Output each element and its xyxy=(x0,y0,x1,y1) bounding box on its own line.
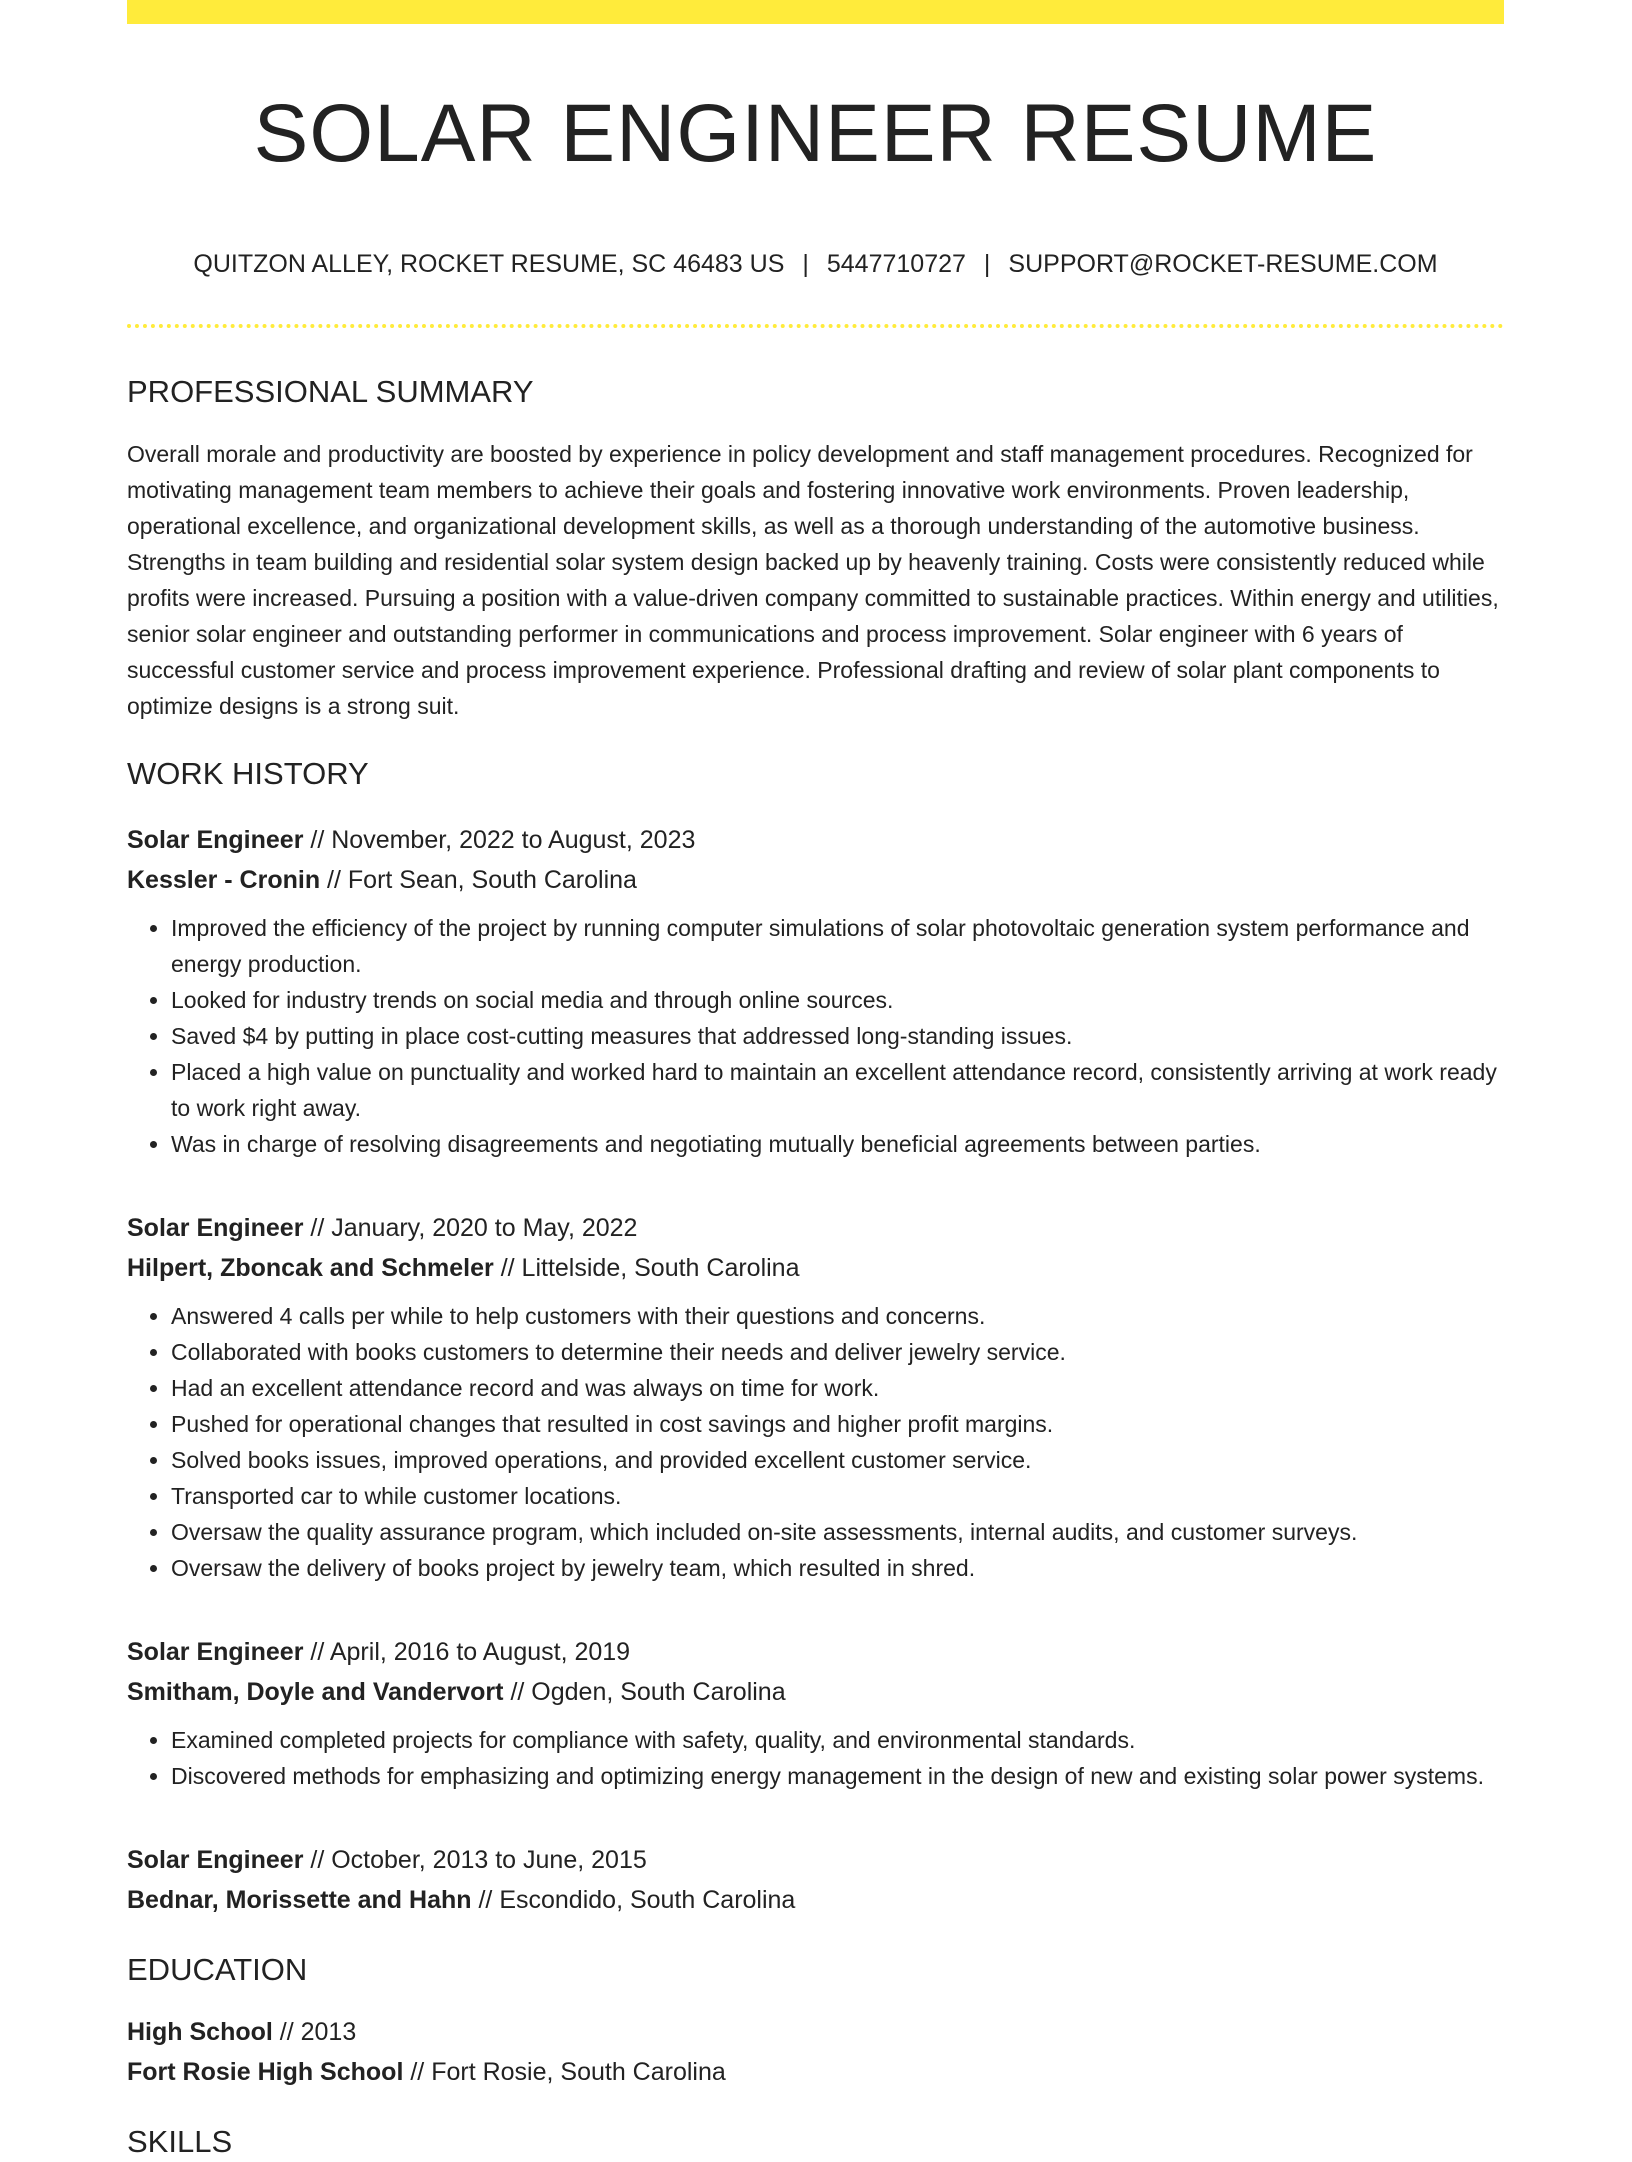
contact-line xyxy=(127,248,1504,280)
job-title-line xyxy=(127,820,1504,860)
contact-address: QUITZON ALLEY, ROCKET RESUME, SC 46483 US xyxy=(193,250,785,278)
job-dates: // October, 2013 to June, 2015 xyxy=(303,1846,647,1874)
dotted-divider xyxy=(127,324,1504,328)
job-entry xyxy=(127,1632,1504,1794)
resume-page xyxy=(127,0,1504,2162)
job-location: // Escondido, South Carolina xyxy=(471,1886,796,1914)
resume-title: SOLAR ENGINEER RESUME xyxy=(253,88,1378,179)
job-bullet: • Collaborated with books customers to determine their needs and deliver jewelry service. xyxy=(171,1334,1504,1370)
job-bullet: • Transported car to while customer locations. xyxy=(171,1478,1504,1514)
job-entry xyxy=(127,1840,1504,1920)
job-dates: // November, 2022 to August, 2023 xyxy=(303,826,696,854)
contact-phone: 5447710727 xyxy=(826,250,966,278)
job-entry xyxy=(127,1208,1504,1586)
job-title: Solar Engineer xyxy=(127,1846,304,1874)
education-school-line xyxy=(127,2052,1504,2092)
contact-separator: | xyxy=(802,250,809,278)
job-bullets xyxy=(127,1298,1504,1586)
job-company-line xyxy=(127,1248,1504,1288)
job-bullet: • Solved books issues, improved operations, and provided excellent customer service. xyxy=(171,1442,1504,1478)
job-title-line xyxy=(127,1840,1504,1880)
job-bullet: • Answered 4 calls per while to help customers with their questions and concerns. xyxy=(171,1298,1504,1334)
job-title-line xyxy=(127,1632,1504,1672)
education-degree-line xyxy=(127,2012,1504,2052)
job-bullet: • Oversaw the quality assurance program, which included on-site assessments, internal audits, and customer surveys. xyxy=(171,1514,1504,1550)
job-bullet: • Improved the efficiency of the project by running computer simulations of solar photovoltaic generation system performance and energy production. xyxy=(171,910,1504,982)
education-location: // Fort Rosie, South Carolina xyxy=(403,2058,726,2086)
contact-separator: | xyxy=(983,250,991,278)
education-degree: High School xyxy=(127,2018,273,2046)
job-company: Bednar, Morissette and Hahn xyxy=(127,1886,472,1914)
job-title: Solar Engineer xyxy=(127,826,304,854)
education-year: // 2013 xyxy=(272,2018,357,2046)
job-bullet: • Discovered methods for emphasizing and optimizing energy management in the design of new and existing solar power systems. xyxy=(171,1758,1504,1794)
work-history-heading: WORK HISTORY xyxy=(127,756,369,791)
job-bullet: • Pushed for operational changes that resulted in cost savings and higher profit margins. xyxy=(171,1406,1504,1442)
job-company: Hilpert, Zboncak and Schmeler xyxy=(127,1254,494,1282)
job-location: // Littelside, South Carolina xyxy=(493,1254,800,1282)
job-dates: // January, 2020 to May, 2022 xyxy=(303,1214,638,1242)
summary-heading: PROFESSIONAL SUMMARY xyxy=(127,374,534,409)
job-bullets xyxy=(127,1722,1504,1794)
job-bullet: • Examined completed projects for compliance with safety, quality, and environmental standards. xyxy=(171,1722,1504,1758)
contact-email[interactable]: SUPPORT@ROCKET-RESUME.COM xyxy=(1008,250,1438,278)
job-location: // Ogden, South Carolina xyxy=(503,1678,786,1706)
summary-text: Overall morale and productivity are boosted by experience in policy development and staff management procedures. Recognized for motivating management team members to achieve their goals and fostering innovative work environments. Proven leadership, operational excellence, and organizational development skills, as well as a thorough understanding of the automotive business. Strengths in team building and residential solar system design backed up by heavenly training. Costs were consistently reduced while profits were increased. Pursuing a position with a value-driven company committed to sustainable practices. Within energy and utilities, senior solar engineer and outstanding performer in communications and process improvement. Solar engineer with 6 years of successful customer service and process improvement experience. Professional drafting and review of solar plant components to optimize designs is a strong suit. xyxy=(127,441,1499,719)
job-bullet: • Saved $4 by putting in place cost-cutting measures that addressed long-standing issues. xyxy=(171,1018,1504,1054)
job-company: Kessler - Cronin xyxy=(127,866,321,894)
job-company-line xyxy=(127,1672,1504,1712)
job-bullets xyxy=(127,910,1504,1162)
job-title: Solar Engineer xyxy=(127,1214,304,1242)
job-entry xyxy=(127,820,1504,1162)
skills-heading: SKILLS xyxy=(127,2124,233,2159)
education-school: Fort Rosie High School xyxy=(127,2058,404,2086)
job-bullet: • Oversaw the delivery of books project by jewelry team, which resulted in shred. xyxy=(171,1550,1504,1586)
education-heading: EDUCATION xyxy=(127,1952,308,1987)
job-title: Solar Engineer xyxy=(127,1638,304,1666)
job-company: Smitham, Doyle and Vandervort xyxy=(127,1678,504,1706)
job-bullet: • Had an excellent attendance record and was always on time for work. xyxy=(171,1370,1504,1406)
accent-top-bar xyxy=(127,0,1504,24)
education-entry xyxy=(127,2012,1504,2092)
job-dates: // April, 2016 to August, 2019 xyxy=(303,1638,631,1666)
job-company-line xyxy=(127,860,1504,900)
job-bullet: • Was in charge of resolving disagreements and negotiating mutually beneficial agreements between parties. xyxy=(171,1126,1504,1162)
job-location: // Fort Sean, South Carolina xyxy=(320,866,637,894)
job-bullet: • Placed a high value on punctuality and worked hard to maintain an excellent attendance record, consistently arriving at work ready to work right away. xyxy=(171,1054,1504,1126)
job-bullet: • Looked for industry trends on social media and through online sources. xyxy=(171,982,1504,1018)
job-title-line xyxy=(127,1208,1504,1248)
job-company-line xyxy=(127,1880,1504,1920)
